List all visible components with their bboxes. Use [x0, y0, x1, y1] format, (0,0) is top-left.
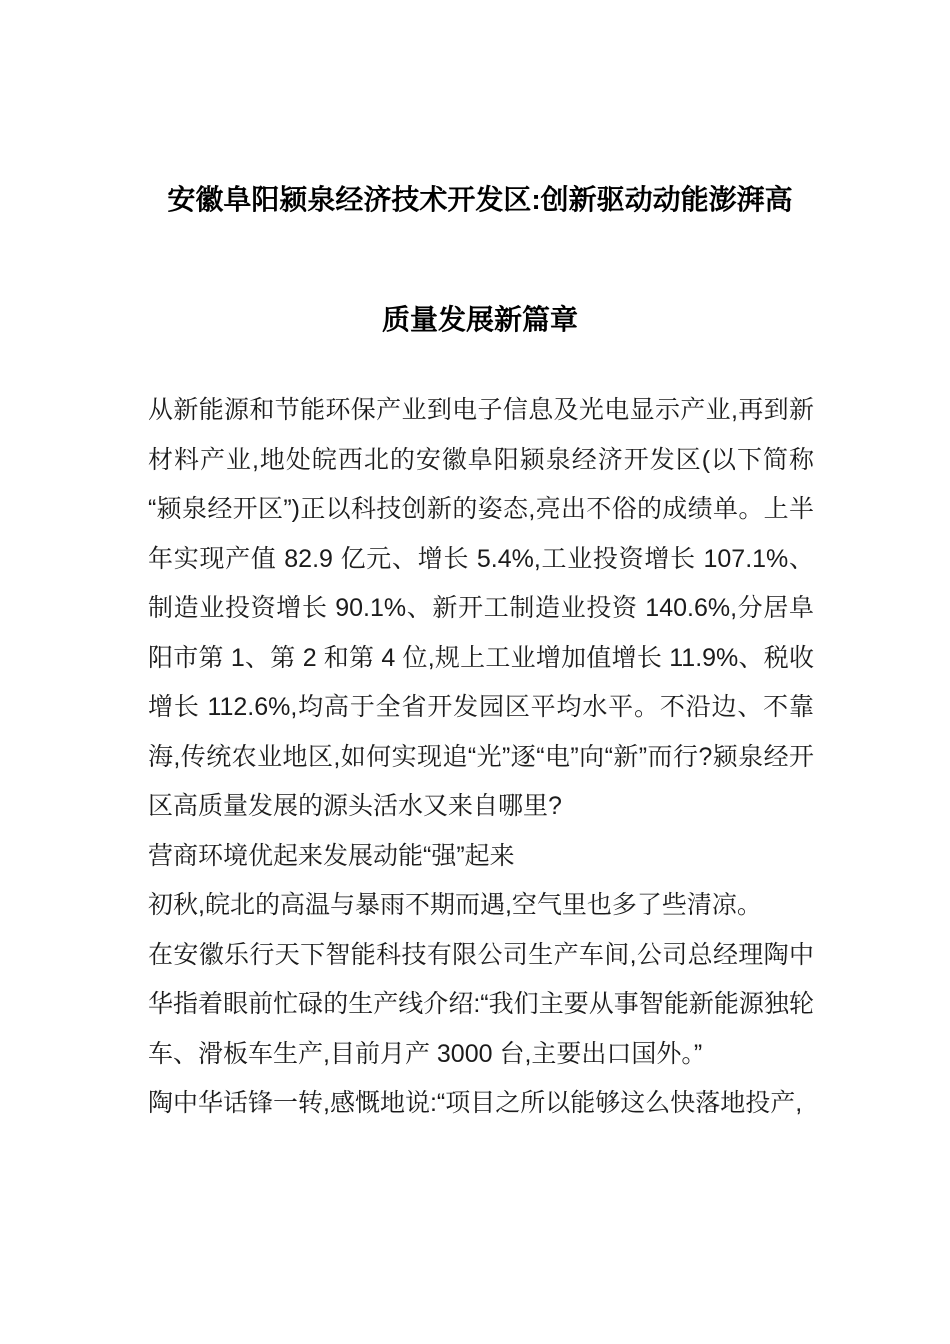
- page-title-line-2: 质量发展新篇章: [381, 304, 578, 335]
- page-title: [148, 140, 812, 380]
- paragraph-scene-autumn: 初秋,皖北的高温与暴雨不期而遇,空气里也多了些清凉。: [148, 891, 762, 919]
- page-title-line-1: 安徽阜阳颍泉经济技术开发区:创新驱动动能澎湃高: [167, 184, 793, 215]
- document-body: [148, 386, 814, 1129]
- paragraph-interview-quote-continued: 陶中华话锋一转,感慨地说:“项目之所以能够这么快落地投产,: [148, 1089, 803, 1117]
- paragraph-subheading-business-environment: 营商环境优起来发展动能“强”起来: [148, 841, 515, 870]
- paragraph-interview-lexing: 在安徽乐行天下智能科技有限公司生产车间,公司总经理陶中华指着眼前忙碌的生产线介绍:“我们主要从事智能新能源独轮车、滑板车生产,目前月产 3000 台,主要出口国外。”: [148, 940, 814, 1068]
- paragraph-intro: 从新能源和节能环保产业到电子信息及光电显示产业,再到新材料产业,地处皖西北的安徽阜阳颍泉经济开发区(以下简称“颍泉经开区”)正以科技创新的姿态,亮出不俗的成绩单。上半年实现产值 82.9 亿元、增长 5.4%,工业投资增长 107.1%、制造业投资增长 90.1%、新开工制造业投资 140.6%,分居阜阳市第 1、第 2 和第 4 位,规上工业增加值增长 11.9%、税收增长 112.6%,均高于全省开发园区平均水平。不沿边、不靠海,传统农业地区,如何实现追“光”逐“电”向“新”而行?颍泉经开区高质量发展的源头活水又来自哪里?: [148, 396, 814, 820]
